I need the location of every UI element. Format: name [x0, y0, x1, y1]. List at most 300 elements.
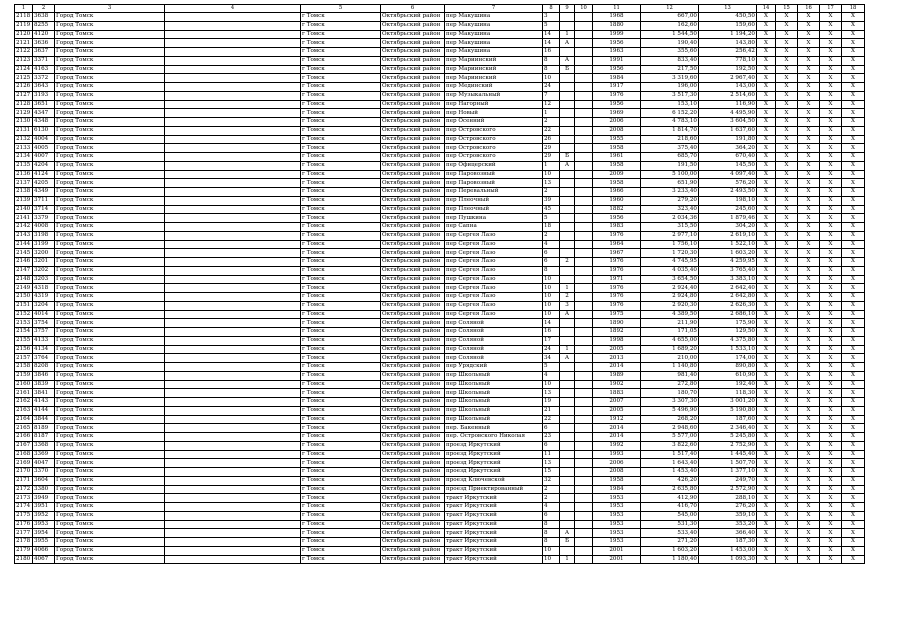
cell-flag-17: X [820, 529, 842, 538]
cell-flag-18: X [842, 380, 865, 389]
cell-living-area: 1 507,70 [699, 459, 757, 468]
table-row [15, 161, 865, 170]
cell-object-id: 3371 [33, 56, 55, 65]
cell-flag-17: X [820, 555, 842, 564]
cell-flag-15: X [776, 476, 798, 485]
cell-building [560, 363, 575, 372]
cell-municipality: Город Томск [55, 231, 165, 240]
cell-flag-17: X [820, 188, 842, 197]
cell-municipality: Город Томск [55, 118, 165, 127]
cell-object-id: 3201 [33, 258, 55, 267]
cell-year-built: 1912 [593, 415, 641, 424]
cell-settlement-type [165, 223, 301, 232]
cell-flag-14: X [757, 310, 776, 319]
cell-district: Октябрьский район [381, 13, 445, 22]
cell-flag-16: X [798, 21, 820, 30]
cell-settlement-type [165, 546, 301, 555]
cell-flag-16: X [798, 231, 820, 240]
cell-flag-17: X [820, 48, 842, 57]
cell-locality: г Томск [301, 301, 381, 310]
cell-flag-15: X [776, 520, 798, 529]
cell-street: пер Школьный [445, 371, 543, 380]
cell-flag-15: X [776, 398, 798, 407]
cell-municipality: Город Томск [55, 56, 165, 65]
cell-flag-14: X [757, 214, 776, 223]
cell-house-number: 2 [543, 118, 560, 127]
cell-street: проезд Иркутский [445, 450, 543, 459]
cell-row-number: 2125 [15, 74, 33, 83]
cell-flag-15: X [776, 328, 798, 337]
cell-row-number: 2170 [15, 468, 33, 477]
cell-locality: г Томск [301, 538, 381, 547]
cell-row-number: 2131 [15, 126, 33, 135]
cell-year-built: 1953 [593, 511, 641, 520]
cell-settlement-type [165, 258, 301, 267]
table-row [15, 319, 865, 328]
cell-living-area: 2 493,50 [699, 188, 757, 197]
cell-house-number: 21 [543, 406, 560, 415]
cell-flag-17: X [820, 476, 842, 485]
cell-street: пер Сергея Лазо [445, 240, 543, 249]
cell-living-area: 4 259,95 [699, 258, 757, 267]
cell-street: пер Перевальный [445, 188, 543, 197]
cell-district: Октябрьский район [381, 345, 445, 354]
cell-total-area: 210,00 [641, 354, 699, 363]
cell-street: пер Плеочный [445, 205, 543, 214]
cell-street: пер Соляной [445, 319, 543, 328]
cell-house-number: 6 [543, 441, 560, 450]
cell-living-area: 890,80 [699, 363, 757, 372]
cell-flag-17: X [820, 13, 842, 22]
cell-flag-18: X [842, 433, 865, 442]
cell-row-number: 2133 [15, 144, 33, 153]
cell-settlement-type [165, 30, 301, 39]
cell-district: Октябрьский район [381, 511, 445, 520]
cell-street: пер Сапна [445, 223, 543, 232]
cell-house-number: 1 [543, 161, 560, 170]
cell-row-number: 2132 [15, 135, 33, 144]
cell-flag-14: X [757, 336, 776, 345]
cell-locality: г Томск [301, 555, 381, 564]
cell-flag-18: X [842, 109, 865, 118]
cell-object-id: 3200 [33, 249, 55, 258]
cell-district: Октябрьский район [381, 83, 445, 92]
cell-flag-18: X [842, 520, 865, 529]
cell-district: Октябрьский район [381, 310, 445, 319]
cell-flag-18: X [842, 258, 865, 267]
table-row [15, 345, 865, 354]
cell-municipality: Город Томск [55, 21, 165, 30]
cell-settlement-type [165, 170, 301, 179]
cell-house-number: 10 [543, 284, 560, 293]
cell-flag-15: X [776, 380, 798, 389]
cell-living-area: 187,30 [699, 538, 757, 547]
cell-total-area: 268,20 [641, 415, 699, 424]
cell-locality: г Томск [301, 371, 381, 380]
cell-flag-18: X [842, 118, 865, 127]
cell-flag-17: X [820, 328, 842, 337]
cell-settlement-type [165, 231, 301, 240]
cell-house-number: 16 [543, 328, 560, 337]
cell-object-id: 3846 [33, 371, 55, 380]
cell-flag-15: X [776, 240, 798, 249]
table-row [15, 389, 865, 398]
cell-flag-15: X [776, 161, 798, 170]
cell-total-area: 2 977,10 [641, 231, 699, 240]
cell-street: пер Островского [445, 153, 543, 162]
cell-row-number: 2146 [15, 258, 33, 267]
cell-flag-18: X [842, 293, 865, 302]
cell-block [575, 266, 593, 275]
cell-row-number: 2142 [15, 223, 33, 232]
cell-district: Октябрьский район [381, 65, 445, 74]
table-row [15, 538, 865, 547]
cell-settlement-type [165, 214, 301, 223]
header-row [15, 5, 865, 13]
cell-flag-15: X [776, 511, 798, 520]
cell-total-area: 1 180,40 [641, 555, 699, 564]
cell-building [560, 118, 575, 127]
cell-flag-16: X [798, 424, 820, 433]
cell-district: Октябрьский район [381, 91, 445, 100]
cell-object-id: 4318 [33, 284, 55, 293]
cell-object-id: 4134 [33, 345, 55, 354]
cell-year-built: 1975 [593, 310, 641, 319]
cell-year-built: 1993 [593, 450, 641, 459]
cell-flag-15: X [776, 56, 798, 65]
cell-settlement-type [165, 48, 301, 57]
cell-row-number: 2134 [15, 153, 33, 162]
cell-building: А [560, 310, 575, 319]
table-row [15, 179, 865, 188]
cell-locality: г Томск [301, 100, 381, 109]
cell-locality: г Томск [301, 223, 381, 232]
cell-settlement-type [165, 441, 301, 450]
cell-district: Октябрьский район [381, 319, 445, 328]
cell-settlement-type [165, 284, 301, 293]
cell-district: Октябрьский район [381, 415, 445, 424]
cell-object-id: 4143 [33, 398, 55, 407]
cell-flag-14: X [757, 83, 776, 92]
cell-flag-17: X [820, 371, 842, 380]
cell-district: Октябрьский район [381, 450, 445, 459]
cell-street: пер Соляной [445, 336, 543, 345]
cell-house-number: 6 [543, 258, 560, 267]
cell-total-area: 416,70 [641, 503, 699, 512]
cell-block [575, 109, 593, 118]
cell-block [575, 389, 593, 398]
cell-block [575, 511, 593, 520]
cell-flag-18: X [842, 310, 865, 319]
cell-house-number: 14 [543, 39, 560, 48]
cell-flag-14: X [757, 503, 776, 512]
cell-block [575, 546, 593, 555]
cell-building [560, 319, 575, 328]
cell-living-area: 249,70 [699, 476, 757, 485]
cell-flag-16: X [798, 223, 820, 232]
cell-settlement-type [165, 240, 301, 249]
cell-district: Октябрьский район [381, 135, 445, 144]
cell-settlement-type [165, 450, 301, 459]
cell-building: 1 [560, 284, 575, 293]
cell-municipality: Город Томск [55, 83, 165, 92]
cell-year-built: 1964 [593, 240, 641, 249]
cell-municipality: Город Томск [55, 363, 165, 372]
cell-house-number: 11 [543, 450, 560, 459]
cell-municipality: Город Томск [55, 389, 165, 398]
cell-row-number: 2161 [15, 389, 33, 398]
cell-building: 2 [560, 258, 575, 267]
cell-row-number: 2129 [15, 109, 33, 118]
cell-year-built: 2008 [593, 468, 641, 477]
cell-flag-18: X [842, 240, 865, 249]
cell-house-number: 6 [543, 424, 560, 433]
cell-row-number: 2137 [15, 179, 33, 188]
cell-object-id: 3198 [33, 231, 55, 240]
cell-year-built: 2007 [593, 398, 641, 407]
cell-settlement-type [165, 74, 301, 83]
cell-settlement-type [165, 118, 301, 127]
cell-municipality: Город Томск [55, 65, 165, 74]
cell-house-number: 2 [543, 231, 560, 240]
cell-flag-15: X [776, 266, 798, 275]
table-row [15, 520, 865, 529]
cell-row-number: 2163 [15, 406, 33, 415]
table-row [15, 284, 865, 293]
cell-object-id: 4014 [33, 310, 55, 319]
cell-flag-17: X [820, 65, 842, 74]
cell-municipality: Город Томск [55, 546, 165, 555]
cell-object-id: 4133 [33, 336, 55, 345]
cell-row-number: 2171 [15, 476, 33, 485]
cell-flag-17: X [820, 546, 842, 555]
cell-street: пер Макушина [445, 21, 543, 30]
cell-house-number: 8 [543, 65, 560, 74]
cell-building [560, 424, 575, 433]
table-row [15, 196, 865, 205]
cell-block [575, 153, 593, 162]
cell-flag-18: X [842, 354, 865, 363]
cell-object-id: 8208 [33, 363, 55, 372]
cell-total-area: 981,40 [641, 371, 699, 380]
cell-building: Б [560, 153, 575, 162]
cell-object-id: 3604 [33, 476, 55, 485]
cell-municipality: Город Томск [55, 170, 165, 179]
cell-year-built: 1976 [593, 293, 641, 302]
cell-flag-17: X [820, 118, 842, 127]
cell-locality: г Томск [301, 91, 381, 100]
cell-living-area: 2 619,10 [699, 231, 757, 240]
cell-municipality: Город Томск [55, 503, 165, 512]
cell-block [575, 284, 593, 293]
cell-flag-17: X [820, 240, 842, 249]
cell-locality: г Томск [301, 328, 381, 337]
cell-building [560, 485, 575, 494]
cell-flag-18: X [842, 546, 865, 555]
cell-object-id: 3203 [33, 275, 55, 284]
cell-municipality: Город Томск [55, 179, 165, 188]
column-header: 12 [641, 5, 699, 13]
cell-year-built: 2005 [593, 406, 641, 415]
table-row [15, 529, 865, 538]
cell-total-area: 2 635,80 [641, 485, 699, 494]
cell-locality: г Томск [301, 118, 381, 127]
cell-living-area: 304,20 [699, 223, 757, 232]
cell-house-number: 8 [543, 538, 560, 547]
cell-municipality: Город Томск [55, 441, 165, 450]
table-row [15, 398, 865, 407]
cell-flag-15: X [776, 293, 798, 302]
cell-locality: г Томск [301, 240, 381, 249]
cell-flag-16: X [798, 118, 820, 127]
table-row [15, 83, 865, 92]
cell-flag-17: X [820, 354, 842, 363]
cell-locality: г Томск [301, 126, 381, 135]
cell-year-built: 1967 [593, 249, 641, 258]
cell-settlement-type [165, 91, 301, 100]
cell-living-area: 1 453,00 [699, 546, 757, 555]
cell-flag-18: X [842, 153, 865, 162]
cell-street: пер Соляной [445, 354, 543, 363]
cell-living-area: 145,50 [699, 161, 757, 170]
cell-object-id: 4008 [33, 223, 55, 232]
cell-municipality: Город Томск [55, 319, 165, 328]
cell-year-built: 1892 [593, 328, 641, 337]
cell-locality: г Томск [301, 231, 381, 240]
cell-flag-14: X [757, 196, 776, 205]
cell-street: пер Осенний [445, 118, 543, 127]
cell-settlement-type [165, 406, 301, 415]
cell-object-id: 4124 [33, 170, 55, 179]
cell-building [560, 459, 575, 468]
cell-block [575, 310, 593, 319]
cell-settlement-type [165, 65, 301, 74]
cell-total-area: 2 948,60 [641, 424, 699, 433]
cell-flag-17: X [820, 100, 842, 109]
cell-flag-16: X [798, 476, 820, 485]
cell-flag-17: X [820, 83, 842, 92]
cell-locality: г Томск [301, 468, 381, 477]
cell-street: тракт Иркутский [445, 546, 543, 555]
cell-flag-15: X [776, 30, 798, 39]
cell-street: тракт Иркутский [445, 511, 543, 520]
cell-block [575, 188, 593, 197]
cell-row-number: 2166 [15, 433, 33, 442]
cell-flag-17: X [820, 21, 842, 30]
cell-street: пер Сергея Лазо [445, 266, 543, 275]
cell-flag-14: X [757, 258, 776, 267]
cell-house-number: 10 [543, 301, 560, 310]
cell-flag-16: X [798, 109, 820, 118]
cell-building: 1 [560, 345, 575, 354]
cell-house-number: 22 [543, 415, 560, 424]
cell-flag-14: X [757, 538, 776, 547]
cell-year-built: 1902 [593, 380, 641, 389]
cell-building [560, 511, 575, 520]
cell-street: пер Сергея Лазо [445, 284, 543, 293]
cell-street: пер Урядский [445, 363, 543, 372]
cell-living-area: 1 194,20 [699, 30, 757, 39]
cell-house-number: 14 [543, 319, 560, 328]
cell-house-number: 4 [543, 503, 560, 512]
cell-district: Октябрьский район [381, 21, 445, 30]
table-row [15, 65, 865, 74]
cell-district: Октябрьский район [381, 555, 445, 564]
cell-living-area: 610,90 [699, 371, 757, 380]
cell-flag-17: X [820, 310, 842, 319]
cell-year-built: 1999 [593, 30, 641, 39]
cell-flag-18: X [842, 319, 865, 328]
cell-street: проезд Приектированный [445, 485, 543, 494]
cell-flag-17: X [820, 301, 842, 310]
cell-locality: г Томск [301, 511, 381, 520]
cell-flag-14: X [757, 74, 776, 83]
cell-living-area: 2 572,90 [699, 485, 757, 494]
cell-flag-18: X [842, 214, 865, 223]
cell-total-area: 162,60 [641, 21, 699, 30]
cell-municipality: Город Томск [55, 293, 165, 302]
cell-flag-14: X [757, 179, 776, 188]
cell-flag-18: X [842, 65, 865, 74]
cell-locality: г Томск [301, 48, 381, 57]
cell-building [560, 205, 575, 214]
cell-municipality: Город Томск [55, 529, 165, 538]
cell-year-built: 1976 [593, 91, 641, 100]
cell-year-built: 2008 [593, 126, 641, 135]
cell-district: Октябрьский район [381, 433, 445, 442]
cell-living-area: 5 245,80 [699, 433, 757, 442]
cell-flag-14: X [757, 546, 776, 555]
cell-flag-14: X [757, 39, 776, 48]
cell-municipality: Город Томск [55, 135, 165, 144]
cell-locality: г Томск [301, 56, 381, 65]
cell-district: Октябрьский район [381, 48, 445, 57]
cell-block [575, 319, 593, 328]
cell-row-number: 2119 [15, 21, 33, 30]
cell-district: Октябрьский район [381, 301, 445, 310]
cell-flag-14: X [757, 371, 776, 380]
cell-house-number: 10 [543, 275, 560, 284]
cell-flag-16: X [798, 398, 820, 407]
cell-total-area: 5 577,00 [641, 433, 699, 442]
cell-municipality: Город Томск [55, 494, 165, 503]
cell-block [575, 91, 593, 100]
cell-street: пер. Островского Николая [445, 433, 543, 442]
cell-row-number: 2140 [15, 205, 33, 214]
cell-flag-14: X [757, 223, 776, 232]
cell-flag-18: X [842, 39, 865, 48]
cell-flag-16: X [798, 468, 820, 477]
cell-district: Октябрьский район [381, 56, 445, 65]
cell-settlement-type [165, 196, 301, 205]
cell-house-number: 8 [543, 529, 560, 538]
cell-settlement-type [165, 345, 301, 354]
cell-object-id: 4047 [33, 459, 55, 468]
cell-flag-14: X [757, 345, 776, 354]
cell-row-number: 2164 [15, 415, 33, 424]
cell-year-built: 1880 [593, 21, 641, 30]
cell-locality: г Томск [301, 520, 381, 529]
cell-block [575, 30, 593, 39]
cell-flag-14: X [757, 126, 776, 135]
table-row [15, 30, 865, 39]
cell-district: Октябрьский район [381, 170, 445, 179]
cell-settlement-type [165, 266, 301, 275]
cell-house-number: 10 [543, 380, 560, 389]
cell-flag-18: X [842, 231, 865, 240]
cell-living-area: 3 604,50 [699, 118, 757, 127]
cell-house-number: 1 [543, 109, 560, 118]
